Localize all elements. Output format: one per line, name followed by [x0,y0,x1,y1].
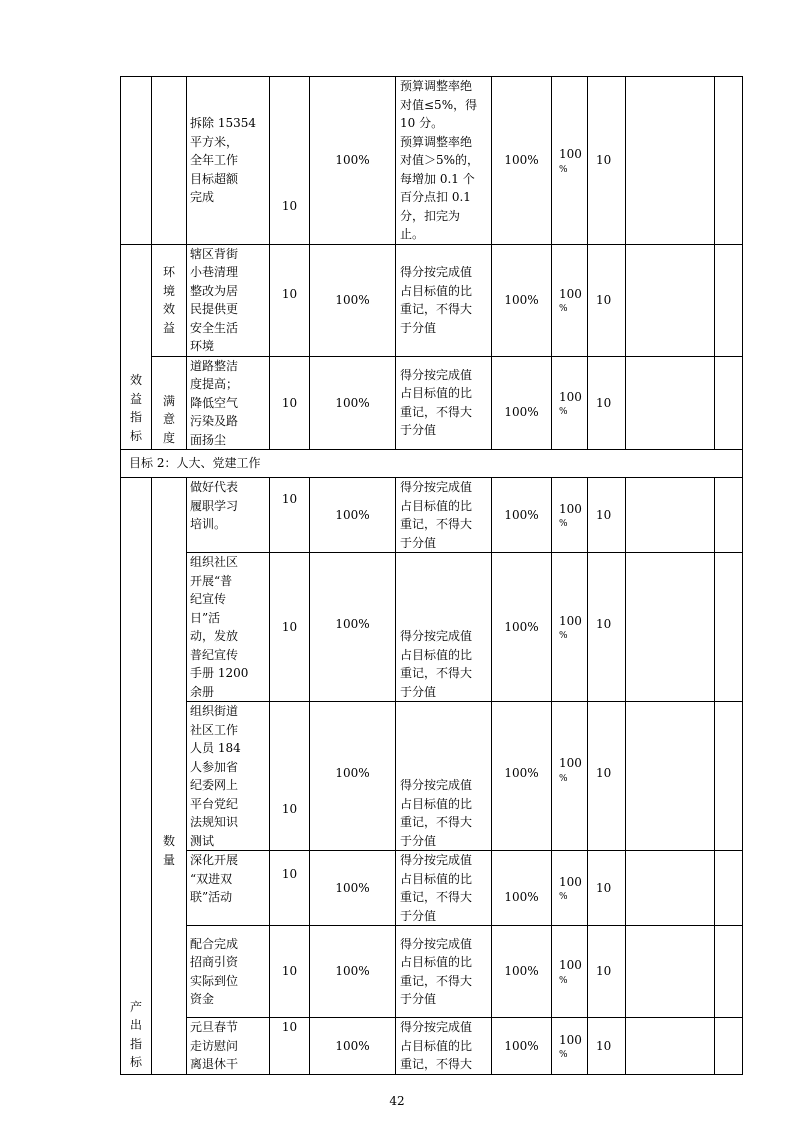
text-line: 联”活动 [190,890,233,904]
score-value: 10 [588,244,626,356]
text-line: 占目标值的比 [400,871,473,886]
weight-value: 10 [270,356,310,450]
page-number: 42 [389,1094,405,1108]
text-line: 10 分。 [400,116,444,130]
text-line: 产 [129,999,142,1014]
text-line: 占目标值的比 [400,498,473,513]
completion-rate [552,851,588,926]
text-line: 得分按完成值 [400,265,473,279]
text-line: 降低空气 [190,395,239,410]
text-line: 效 [162,302,175,316]
text-line: 面扬尘 [190,432,227,447]
text-line: 占目标值的比 [400,955,473,969]
text-line: 日”活 [190,610,221,625]
rate-percent-sign: % [559,892,568,903]
text-line: 得分按完成值 [400,629,473,643]
text-line: 民提供更 [190,302,239,316]
text-line: 于分值 [400,535,437,550]
extra-cell [715,478,743,553]
scoring-standard [396,553,492,702]
text-line: 全年工作 [190,153,239,167]
text-line: 开展“普 [190,573,233,588]
indicator-description [187,702,270,851]
table-row [121,553,743,702]
table-row [121,1018,743,1075]
extra-cell [715,1018,743,1075]
indicator-description [187,553,270,702]
text-line: 标 [129,1055,142,1069]
weight-value: 10 [270,478,310,553]
notes-cell [626,356,715,450]
target-value: 100% [310,553,396,702]
text-line: 道路整洁 [190,358,239,373]
rate-percent-sign: % [559,164,568,175]
text-line: 纪宣传 [190,592,227,606]
completion-rate [552,1018,588,1075]
indicator-description [187,244,270,356]
table-row [121,244,743,356]
text-line: 完成 [190,190,215,204]
scoring-standard [396,244,492,356]
text-line: 得分按完成值 [400,1020,473,1034]
text-line: 占目标值的比 [400,386,473,401]
extra-cell [715,926,743,1018]
weight-value: 10 [270,77,310,245]
score-value: 10 [588,478,626,553]
text-line: 资金 [190,992,215,1006]
category-cell-empty [121,77,152,245]
notes-cell [626,926,715,1018]
score-value: 10 [588,77,626,245]
subcategory-env-benefit [152,244,187,356]
extra-cell [715,244,743,356]
scoring-standard [396,77,492,245]
rate-percent-sign: % [559,975,568,986]
rate-number: 100 [559,874,582,889]
scoring-standard [396,851,492,926]
text-line: 辖区背街 [190,246,239,261]
rate-percent-sign: % [559,631,568,642]
indicator-description [187,1018,270,1075]
text-line: 得分按完成值 [400,936,473,951]
notes-cell [626,851,715,926]
performance-table [120,76,743,1075]
text-line: 整改为居 [190,283,239,298]
text-line: 指 [129,410,142,424]
text-line: 得分按完成值 [400,778,473,792]
actual-value: 100% [492,1018,552,1075]
text-line: 标 [129,428,142,443]
target-value: 100% [310,1018,396,1075]
text-line: 指 [129,1036,142,1051]
text-line: 社区工作 [190,722,239,737]
text-line: 对值＞5%的， [400,153,480,167]
notes-cell [626,77,715,245]
text-line: 重记，不得大 [400,302,473,316]
text-line: 占目标值的比 [400,647,473,662]
rate-percent-sign: % [559,304,568,315]
rate-number: 100 [559,613,582,628]
actual-value: 100% [492,244,552,356]
scoring-standard [396,356,492,450]
subcategory-cell-empty [152,77,187,245]
score-value: 10 [588,926,626,1018]
text-line: 益 [162,320,175,335]
text-line: 法规知识 [190,815,239,829]
text-line: 于分值 [400,320,437,335]
text-line: 纪委网上 [190,778,239,792]
completion-rate [552,926,588,1018]
text-line: 境 [162,283,175,298]
text-line: 余册 [190,684,215,699]
rate-number: 100 [559,1032,582,1047]
target-value: 100% [310,702,396,851]
text-line: 环境 [190,339,215,353]
weight-value: 10 [270,244,310,356]
text-line: 深化开展 [190,853,239,867]
text-line: 离退休干 [190,1057,239,1071]
score-value: 10 [588,1018,626,1075]
rate-percent-sign: % [559,407,568,417]
target-value: 100% [310,926,396,1018]
completion-rate [552,553,588,702]
text-line: 百分点扣 0.1 [400,190,471,204]
text-line: 平台党纪 [190,796,239,811]
weight-value: 10 [270,702,310,851]
text-line: 益 [129,391,142,406]
table-row [121,478,743,553]
text-line: 止。 [400,227,425,241]
text-line: 预算调整率绝 [400,79,473,93]
text-line: 人员 184 [190,741,241,755]
indicator-description [187,926,270,1018]
target-value: 100% [310,244,396,356]
text-line: 效 [129,373,142,387]
target-value: 100% [310,77,396,245]
text-line: 元旦春节 [190,1020,239,1034]
text-line: 度提高； [190,377,239,391]
completion-rate [552,244,588,356]
notes-cell [626,478,715,553]
rate-number: 100 [559,501,582,516]
weight-value: 10 [270,926,310,1018]
text-line: 占目标值的比 [400,796,473,811]
table-row [121,926,743,1018]
text-line: 得分按完成值 [400,367,473,382]
target-value: 100% [310,478,396,553]
category-output-indicator [121,478,152,1075]
actual-value: 100% [492,77,552,245]
target-value: 100% [310,356,396,450]
text-line: 重记，不得大 [400,1057,473,1071]
actual-value: 100% [492,553,552,702]
extra-cell [715,702,743,851]
rate-number: 100 [559,756,582,770]
scoring-standard [396,926,492,1018]
indicator-description [187,77,270,245]
text-line: 得分按完成值 [400,480,473,494]
text-line: 动，发放 [190,629,239,643]
scoring-standard [396,702,492,851]
text-line: 安全生活 [190,320,239,335]
text-line: 每增加 0.1 个 [400,171,475,186]
extra-cell [715,851,743,926]
text-line: 分，扣完为 [400,208,461,223]
actual-value: 100% [492,851,552,926]
score-value: 10 [588,356,626,450]
rate-percent-sign: % [559,1050,568,1060]
extra-cell [715,553,743,702]
text-line: 重记，不得大 [400,404,473,419]
completion-rate [552,478,588,553]
text-line: 数 [162,834,175,849]
table-row [121,702,743,851]
table-row [121,77,743,245]
text-line: 对值≤5%，得 [400,97,478,112]
target-value: 100% [310,851,396,926]
text-line: 拆除 15354 [190,116,256,130]
score-value: 10 [588,702,626,851]
text-line: 占目标值的比 [400,283,473,298]
subcategory-satisfaction [152,356,187,450]
text-line: 普纪宣传 [190,647,239,662]
indicator-description [187,356,270,450]
notes-cell [626,1018,715,1075]
text-line: 重记，不得大 [400,517,473,531]
table-row [121,851,743,926]
text-line: 重记，不得大 [400,666,473,680]
rate-number: 100 [559,286,582,301]
text-line: 走访慰问 [190,1038,239,1053]
notes-cell [626,244,715,356]
text-line: 人参加省 [190,759,239,774]
text-line: 于分值 [400,908,437,923]
text-line: 污染及路 [190,414,239,428]
rate-number: 100 [559,389,582,404]
score-value: 10 [588,553,626,702]
text-line: 重记，不得大 [400,815,473,829]
actual-value: 100% [492,926,552,1018]
extra-cell [715,77,743,245]
text-line: 得分按完成值 [400,853,473,867]
actual-value: 100% [492,478,552,553]
text-line: 重记，不得大 [400,890,473,904]
rate-percent-sign: % [559,519,568,530]
subcategory-quantity [152,478,187,1075]
text-line: 招商引资 [190,955,239,969]
text-line: 占目标值的比 [400,1038,473,1053]
notes-cell [626,702,715,851]
text-line: 重记，不得大 [400,973,473,988]
text-line: 测试 [190,833,215,848]
rate-number: 100 [559,147,582,161]
category-benefit-indicator [121,244,152,450]
indicator-description [187,478,270,553]
text-line: 履职学习 [190,498,239,513]
indicator-description [187,851,270,926]
text-line: 实际到位 [190,973,239,988]
text-line: 组织社区 [190,555,239,569]
weight-value: 10 [270,851,310,926]
completion-rate [552,77,588,245]
extra-cell [715,356,743,450]
weight-value: 10 [270,553,310,702]
score-value: 10 [588,851,626,926]
text-line: 做好代表 [190,480,239,494]
notes-cell [626,553,715,702]
rate-number: 100 [559,958,582,973]
text-line: 量 [162,852,175,867]
text-line: 配合完成 [190,936,239,951]
actual-value: 100% [492,702,552,851]
text-line: 培训。 [190,517,227,531]
text-line: 小巷清理 [190,265,239,279]
text-line: 于分值 [400,992,437,1006]
rate-percent-sign: % [559,773,568,784]
text-line: 于分值 [400,833,437,848]
weight-value: 10 [270,1018,310,1075]
text-line: 于分值 [400,684,437,699]
completion-rate [552,702,588,851]
text-line: 满 [162,393,175,408]
goal-2-label: 目标 2：人大、党建工作 [121,450,743,478]
text-line: 目标超额 [190,171,239,186]
text-line: 于分值 [400,423,437,438]
scoring-standard [396,478,492,553]
table-row [121,356,743,450]
text-line: “双进双 [190,871,233,886]
actual-value: 100% [492,356,552,450]
text-line: 平方米， [190,134,239,149]
text-line: 组织街道 [190,704,239,718]
completion-rate [552,356,588,450]
text-line: 预算调整率绝 [400,134,473,149]
goal-row [121,450,743,478]
text-line: 环 [162,265,175,279]
scoring-standard [396,1018,492,1075]
text-line: 意 [162,412,175,426]
text-line: 出 [129,1018,142,1032]
text-line: 手册 1200 [190,666,249,680]
text-line: 度 [162,430,175,445]
